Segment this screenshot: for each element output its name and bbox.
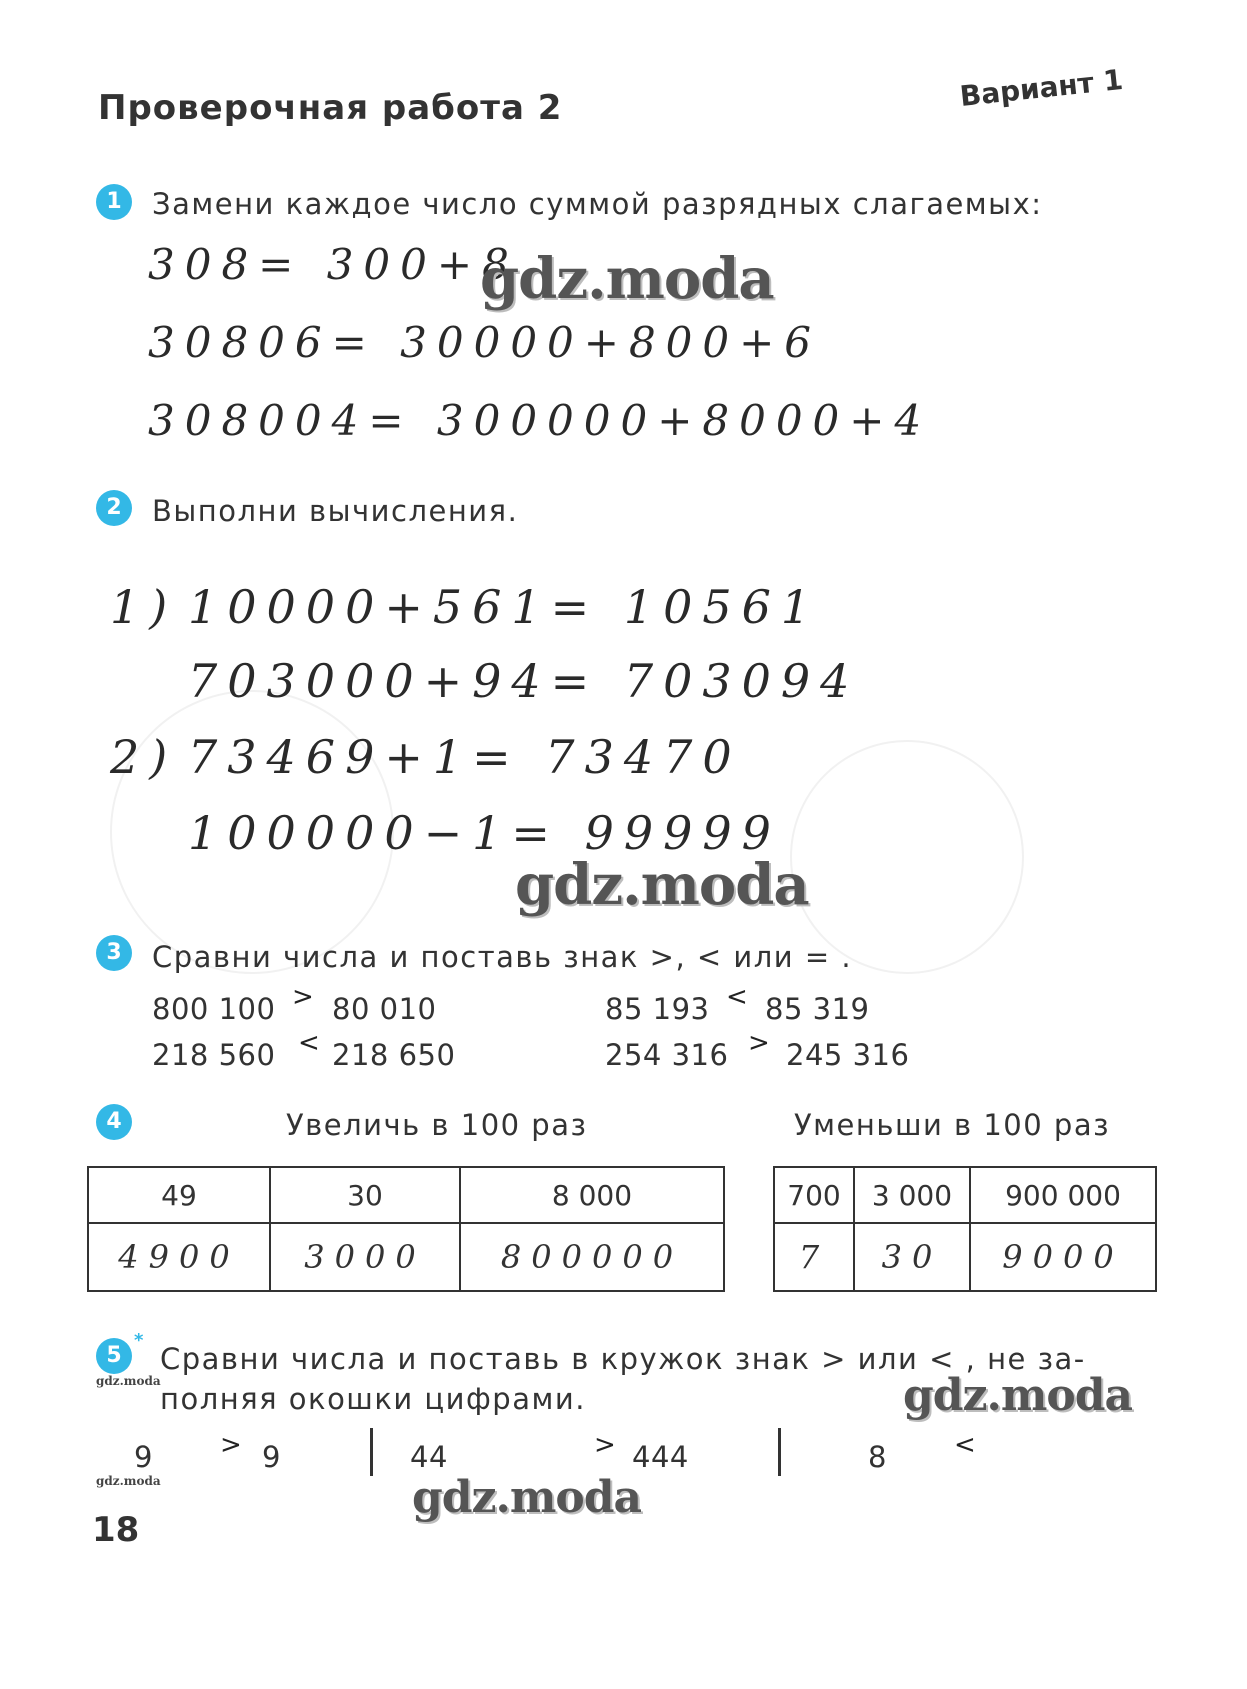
task5-instruction: полняя окошки цифрами. [160,1382,586,1416]
task2-answer-line: 100000−1= 99999 [188,806,781,860]
compare-sign: > [594,1430,616,1460]
task2-instruction: Выполни вычисления. [152,494,519,528]
task2-answer-line: 10000+561= 10561 [188,580,821,634]
task3-instruction: Сравни числа и поставь знак >, < или = . [152,940,853,974]
watermark-small: gdz.moda [96,1474,161,1488]
task-number-icon: 5 [96,1338,132,1374]
compare-left-value: 85 193 [605,992,710,1026]
decrease-answer-cell: 7 [774,1223,854,1291]
decrease-input-cell: 900 000 [970,1167,1156,1223]
star-mark: * [134,1330,144,1351]
decrease-answer-cell: 9000 [970,1223,1156,1291]
compare-left-value: 9 [134,1440,153,1474]
decrease-table [773,1166,1157,1292]
compare-right-value: 85 319 [765,992,870,1026]
compare-right-value: 245 316 [786,1038,910,1072]
page-number: 18 [92,1510,140,1550]
decrease-heading: Уменьши в 100 раз [794,1108,1111,1142]
compare-right-value: 444 [632,1440,689,1474]
background-watermark-ring [790,740,1024,974]
compare-left-value: 8 [868,1440,887,1474]
task2-answer-line: 73469+1= 73470 [188,730,742,784]
task1-instruction: Замени каждое число суммой разрядных слагаемых: [152,187,1043,221]
compare-sign: < [298,1028,320,1058]
watermark-small: gdz.moda [96,1374,161,1388]
compare-left-value: 218 560 [152,1038,276,1072]
compare-sign: > [220,1430,242,1460]
divider [370,1428,373,1476]
compare-right-value: 80 010 [332,992,437,1026]
compare-left-value: 254 316 [605,1038,729,1072]
increase-table [87,1166,725,1292]
compare-right-value: 218 650 [332,1038,456,1072]
watermark: gdz.moda [515,852,809,918]
divider [778,1428,781,1476]
task-number-icon: 3 [96,935,132,971]
compare-sign: > [292,982,314,1012]
task-number-icon: 2 [96,490,132,526]
compare-sign: > [748,1028,770,1058]
compare-sign: < [726,982,748,1012]
watermark: gdz.moda [903,1370,1133,1421]
increase-answer-cell: 800000 [460,1223,724,1291]
task-number-icon: 1 [96,184,132,220]
page-title: Проверочная работа 2 [98,88,563,128]
task2-group-label: 1) [110,580,178,634]
task-number-icon: 4 [96,1104,132,1140]
increase-heading: Увеличь в 100 раз [286,1108,588,1142]
decrease-answer-cell: 30 [854,1223,970,1291]
variant-label: Вариант 1 [958,62,1125,113]
increase-answer-cell: 4900 [88,1223,270,1291]
increase-input-cell: 30 [270,1167,460,1223]
compare-left-value: 44 [410,1440,448,1474]
compare-sign: < [954,1430,976,1460]
task5-instruction: Сравни числа и поставь в кружок знак > или < , не за- [160,1342,1086,1376]
task1-answer-line: 308004= 300000+8000+4 [148,396,932,445]
compare-left-value: 800 100 [152,992,276,1026]
task1-answer-line: 308= 300+8 [148,240,519,289]
task1-answer-line: 30806= 30000+800+6 [148,318,822,367]
increase-input-cell: 49 [88,1167,270,1223]
decrease-input-cell: 3 000 [854,1167,970,1223]
increase-input-cell: 8 000 [460,1167,724,1223]
decrease-input-cell: 700 [774,1167,854,1223]
compare-right-value: 9 [262,1440,281,1474]
watermark: gdz.moda [412,1472,642,1523]
task2-group-label: 2) [110,730,178,784]
watermark: gdz.moda [480,246,774,312]
task2-answer-line: 703000+94= 703094 [188,654,860,708]
increase-answer-cell: 3000 [270,1223,460,1291]
